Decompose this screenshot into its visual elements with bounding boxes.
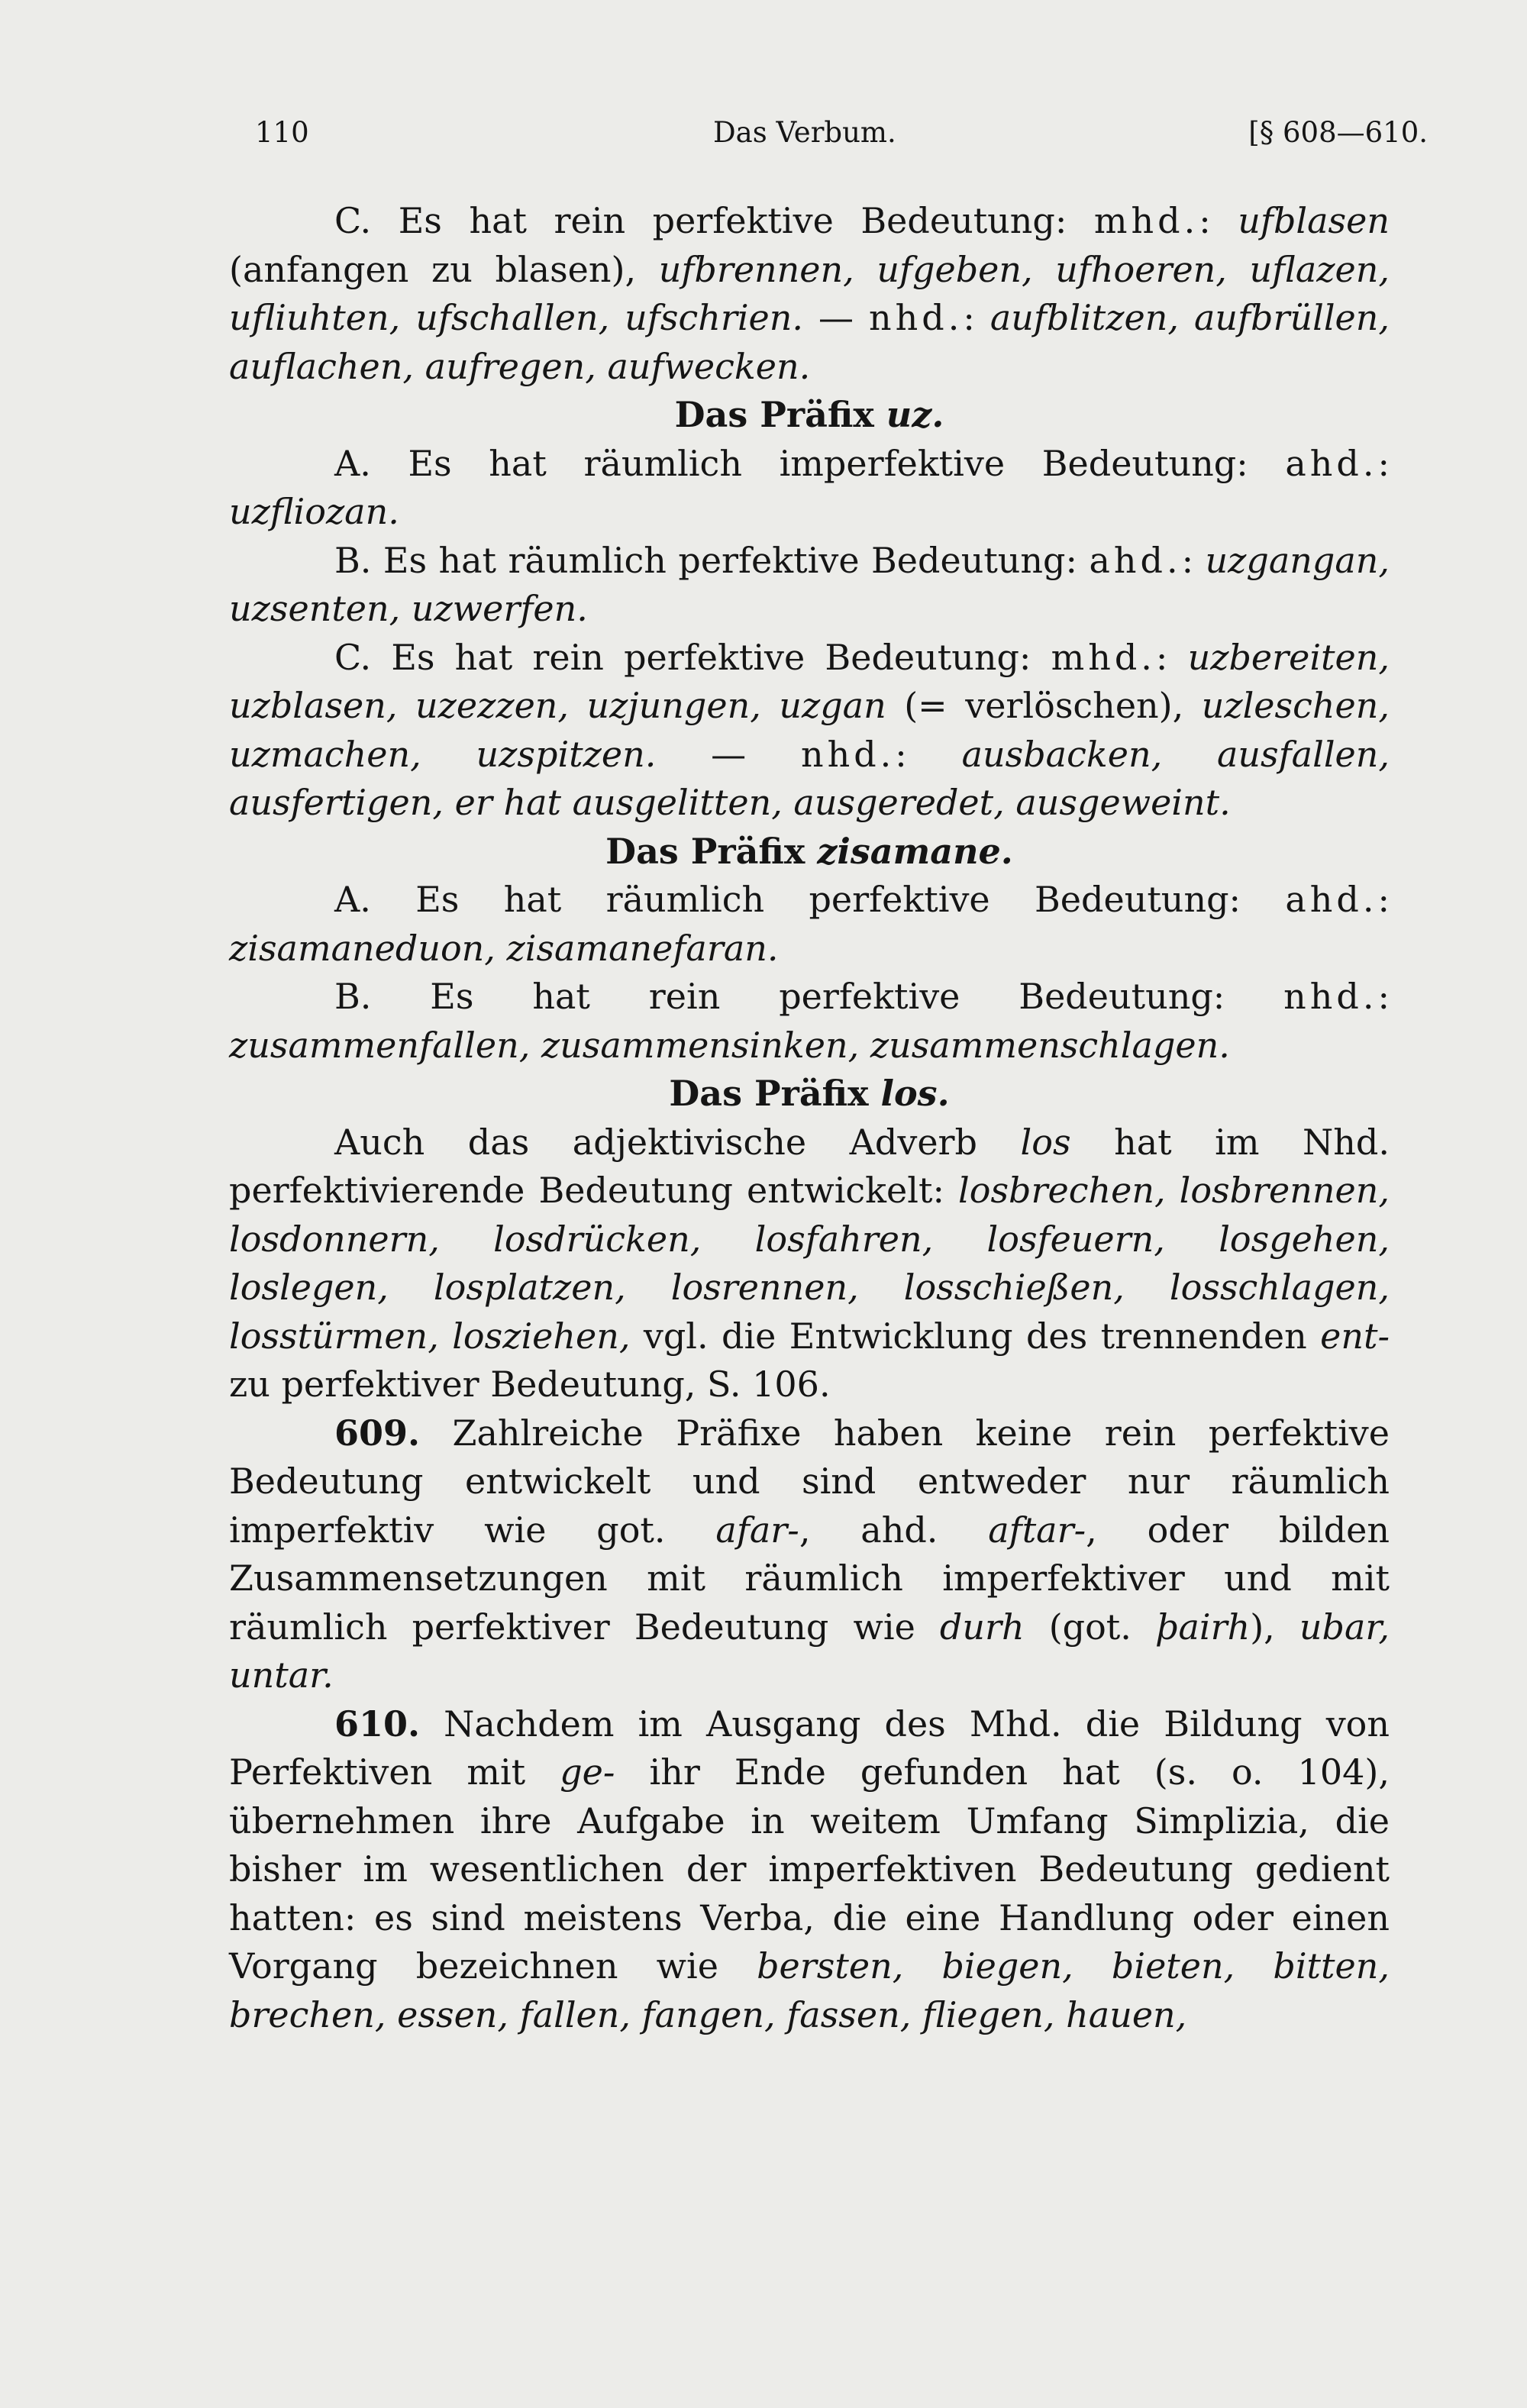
paragraph-uz-c: C. Es hat rein perfektive Bedeutung: mhd.: uzbereiten, uzblasen, uzezzen, uzjungen, uzgan (= verlöschen), uzleschen, uzmachen, uzspitzen. — nhd.: ausbacken, ausfallen, ausfertigen, er hat ausgelitten, ausgeredet, ausgeweint. xyxy=(229,636,1390,823)
paragraph-uz-b: B. Es hat räumlich perfektive Bedeutung: ahd.: uzgangan, uzsenten, uzwerfen. xyxy=(229,539,1390,629)
paragraph-zisamane-b: B. Es hat rein perfektive Bedeutung: nhd.: zusammenfallen, zusammensinken, zusammenschlagen. xyxy=(229,976,1390,1066)
paragraph-zisamane-a: A. Es hat räumlich perfektive Bedeutung: ahd.: zisamaneduon, zisamanefaran. xyxy=(229,879,1390,969)
paragraph-uz-a: A. Es hat räumlich imperfektive Bedeutung: ahd.: uzfliozan. xyxy=(229,442,1390,532)
section-range: [§ 608—610. xyxy=(1248,116,1428,149)
section-number-610: 610. xyxy=(334,1703,421,1745)
paragraph-uf-c: C. Es hat rein perfektive Bedeutung: mhd.: ufblasen (anfangen zu blasen), ufbrennen, ufgeben, ufhoeren, uflazen, ufliuhten, ufschallen, ufschrien. — nhd.: aufblitzen, aufbrüllen, auflachen, aufregen, aufwecken. xyxy=(229,200,1390,387)
heading-praefix-zisamane: Das Präfix zisamane. xyxy=(605,830,1013,872)
heading-praefix-uz: Das Präfix uz. xyxy=(674,394,944,435)
paragraph-609: 609. Zahlreiche Präfixe haben keine rein perfektive Bedeutung entwickelt und sind entweder nur räumlich imperfektiv wie got. afar-, ahd. aftar-, oder bilden Zusammensetzungen mit räumlich imperfektiver und mit räumlich perfektiver Bedeutung wie durh (got. þairh), ubar, untar. xyxy=(229,1412,1390,1696)
running-header xyxy=(255,111,1428,154)
page-number: 110 xyxy=(255,116,309,149)
page-body xyxy=(229,197,1390,2039)
section-number-609: 609. xyxy=(334,1412,421,1454)
running-title: Das Verbum. xyxy=(713,116,896,149)
paragraph-los: Auch das adjektivische Adverb los hat im Nhd. perfektivierende Bedeutung entwickelt: losbrechen, losbrennen, losdonnern, losdrücken, losfahren, losfeuern, losgehen, loslegen, losplatzen, losrennen, losschießen, losschlagen, losstürmen, losziehen, vgl. die Entwicklung des trennenden ent- zu perfektiver Bedeutung, S. 106. xyxy=(229,1121,1390,1405)
paragraph-610: 610. Nachdem im Ausgang des Mhd. die Bildung von Perfektiven mit ge- ihr Ende gefunden hat (s. o. 104), übernehmen ihre Aufgabe in weitem Umfang Simplizia, die bisher im wesentlichen der imperfektiven Bedeutung gedient hatten: es sind meistens Verba, die eine Handlung oder einen Vorgang bezeichnen wie bersten, biegen, bieten, bitten, brechen, essen, fallen, fangen, fassen, fliegen, hauen, xyxy=(229,1703,1390,2035)
heading-praefix-los: Das Präfix los. xyxy=(669,1073,950,1114)
